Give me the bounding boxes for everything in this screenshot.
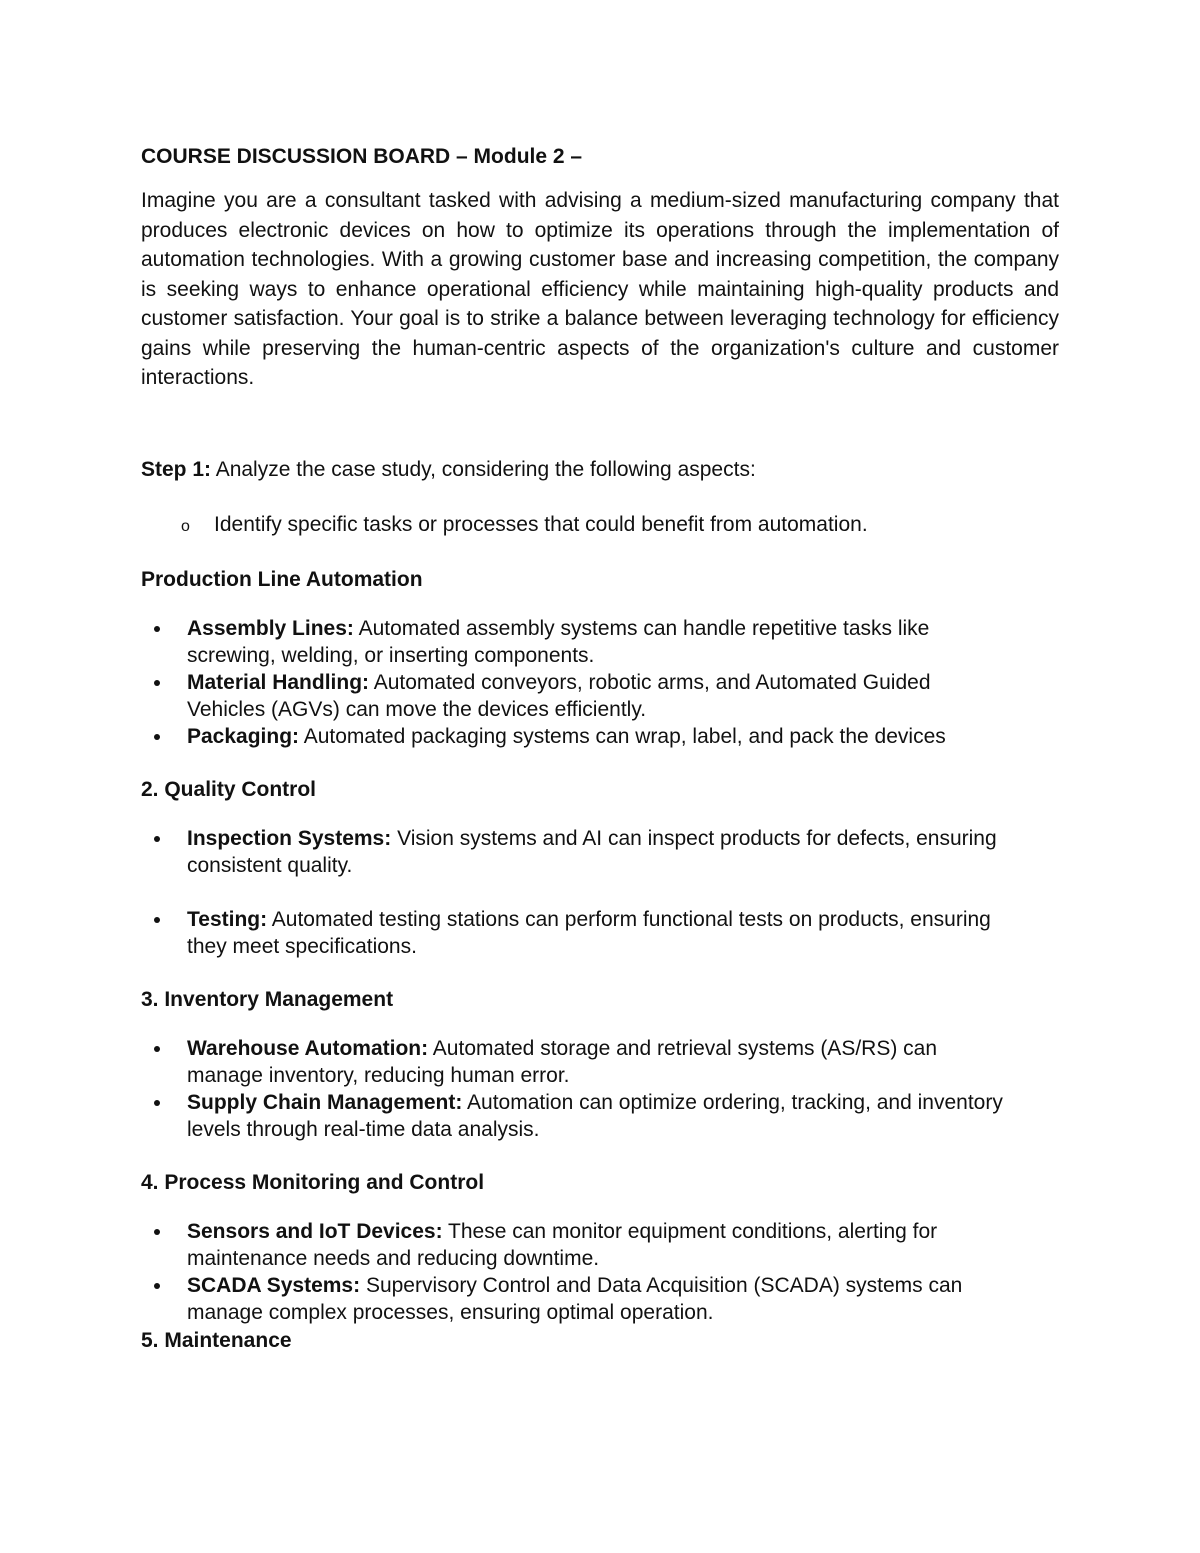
list-item — [141, 1035, 1011, 1089]
list-item — [141, 723, 1011, 750]
item-text: Supervisory Control and Data Acquisition (SCADA) systems can manage complex processes, ensuring optimal operation. — [187, 1273, 963, 1324]
section-heading-inventory-management: 3. Inventory Management — [141, 987, 394, 1011]
step-1-label: Step 1: — [141, 457, 212, 481]
list-item — [141, 615, 1011, 669]
list-item — [141, 1272, 1011, 1326]
bullet-icon — [154, 836, 160, 842]
bullet-icon — [154, 1283, 160, 1289]
item-text: Automated conveyors, robotic arms, and Automated Guided Vehicles (AGVs) can move the devices efficiently. — [187, 670, 931, 721]
item-text: Automated assembly systems can handle repetitive tasks like screwing, welding, or inserting components. — [187, 616, 930, 667]
document-page — [141, 142, 1059, 1356]
item-label: Sensors and IoT Devices: — [187, 1219, 443, 1243]
list-item — [141, 1089, 1011, 1143]
sub-list-item-text: Identify specific tasks or processes that could benefit from automation. — [214, 512, 868, 536]
item-label: Inspection Systems: — [187, 826, 392, 850]
sub-list-item — [141, 510, 1059, 540]
bullet-icon — [154, 1100, 160, 1106]
step-1-text: Analyze the case study, considering the following aspects: — [211, 457, 756, 481]
production-line-list — [141, 615, 1011, 750]
list-item — [141, 669, 1011, 723]
bullet-icon — [154, 917, 160, 923]
item-label: Material Handling: — [187, 670, 370, 694]
item-text: Automated testing stations can perform functional tests on products, ensuring they meet specifications. — [187, 907, 991, 958]
item-text: Automated packaging systems can wrap, label, and pack the devices — [299, 724, 946, 748]
process-monitoring-list — [141, 1218, 1011, 1326]
item-text: These can monitor equipment conditions, alerting for maintenance needs and reducing downtime. — [187, 1219, 938, 1270]
item-text: Automation can optimize ordering, tracking, and inventory levels through real-time data analysis. — [187, 1090, 1003, 1141]
bullet-icon — [154, 626, 160, 632]
item-label: Packaging: — [187, 724, 300, 748]
item-label: Warehouse Automation: — [187, 1036, 429, 1060]
document-title: COURSE DISCUSSION BOARD – Module 2 – — [141, 145, 583, 168]
section-heading-process-monitoring: 4. Process Monitoring and Control — [141, 1170, 485, 1194]
bullet-icon — [154, 734, 160, 740]
bullet-icon — [154, 1229, 160, 1235]
inventory-management-list — [141, 1035, 1011, 1143]
intro-paragraph: Imagine you are a consultant tasked with advising a medium-sized manufacturing company that produces electronic devices on how to optimize its operations through the implementation of automation technologies. With a growing customer base and increasing competition, the company is seeking ways to enhance operational efficiency while maintaining high-quality products and customer satisfaction. Your goal is to strike a balance between leveraging technology for efficiency gains while preserving the human-centric aspects of the organization's culture and customer interactions. — [141, 189, 1059, 389]
section-heading-maintenance: 5. Maintenance — [141, 1328, 292, 1352]
item-text: Automated storage and retrieval systems (AS/RS) can manage inventory, reducing human error. — [187, 1036, 938, 1087]
section-heading-production-line: Production Line Automation — [141, 567, 423, 591]
item-label: Supply Chain Management: — [187, 1090, 463, 1114]
item-text: Vision systems and AI can inspect products for defects, ensuring consistent quality. — [187, 826, 997, 877]
list-item — [141, 906, 1011, 960]
step-1-line — [141, 455, 1059, 485]
circle-bullet-icon: o — [181, 517, 190, 535]
quality-control-list — [141, 825, 1011, 960]
list-item — [141, 1218, 1011, 1272]
item-label: SCADA Systems: — [187, 1273, 361, 1297]
bullet-icon — [154, 680, 160, 686]
item-label: Assembly Lines: — [187, 616, 354, 640]
list-item — [141, 825, 1011, 879]
section-heading-quality-control: 2. Quality Control — [141, 777, 317, 801]
item-label: Testing: — [187, 907, 268, 931]
bullet-icon — [154, 1046, 160, 1052]
